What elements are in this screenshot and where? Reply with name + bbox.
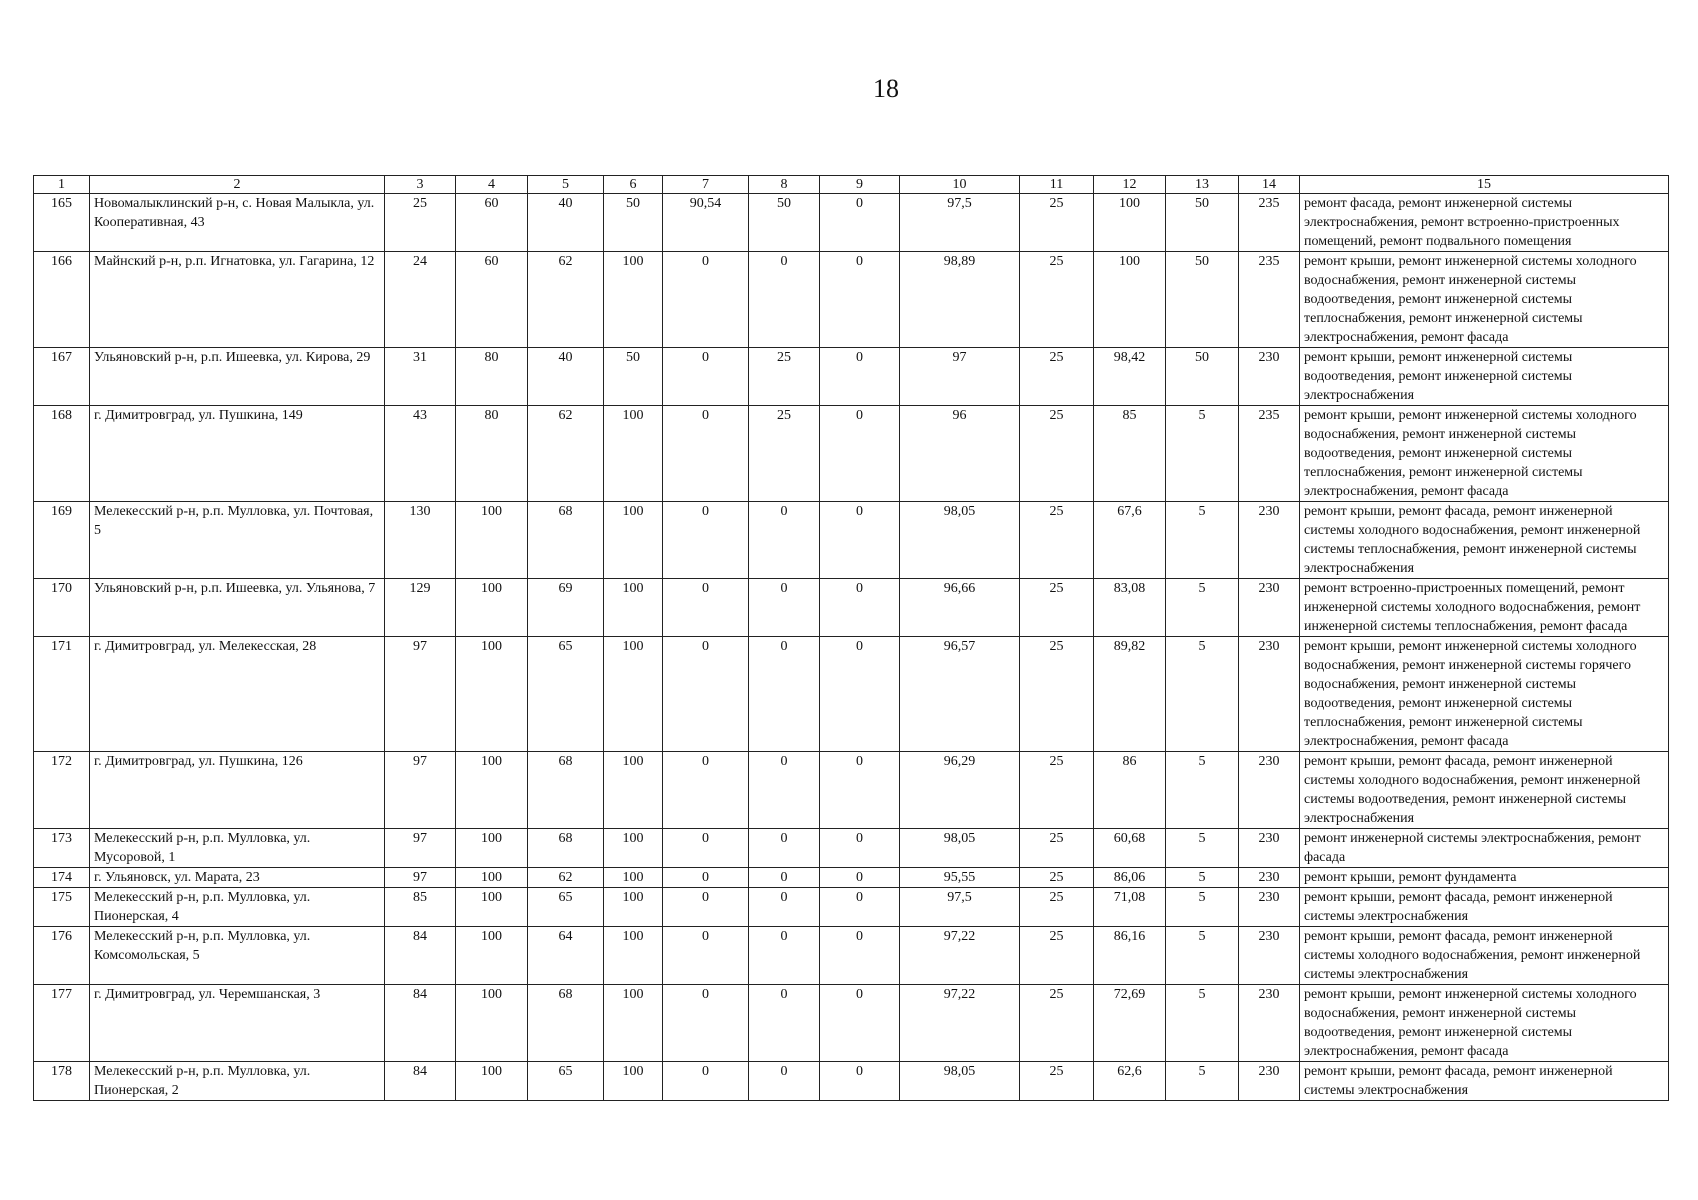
col-7-cell: 0: [663, 406, 749, 502]
table-row: [34, 888, 1669, 927]
col-5-cell: 62: [528, 252, 604, 348]
col-14-cell: 235: [1239, 252, 1300, 348]
col-8-cell: 0: [749, 927, 820, 985]
col-7-cell: 0: [663, 252, 749, 348]
col-14-cell: 230: [1239, 502, 1300, 579]
col-5-cell: 65: [528, 637, 604, 752]
col-5-cell: 65: [528, 888, 604, 927]
work-description-cell: ремонт крыши, ремонт инженерной системы холодного водоснабжения, ремонт инженерной системы горячего водоснабжения, ремонт инженерной системы водоотведения, ремонт инженерной системы теплоснабжения, ремонт инженерной системы электроснабжения, ремонт фасада: [1300, 637, 1669, 752]
row-number-cell: 176: [34, 927, 90, 985]
col-11-cell: 25: [1020, 752, 1094, 829]
col-8-cell: 50: [749, 194, 820, 252]
col-9-cell: 0: [820, 348, 900, 406]
table-row: [34, 194, 1669, 252]
column-number-row: [34, 176, 1669, 194]
col-13-cell: 5: [1166, 406, 1239, 502]
col-6-cell: 50: [604, 348, 663, 406]
col-13-cell: 50: [1166, 252, 1239, 348]
col-7-cell: 0: [663, 579, 749, 637]
work-description-cell: ремонт крыши, ремонт инженерной системы водоотведения, ремонт инженерной системы электроснабжения: [1300, 348, 1669, 406]
col-10-cell: 96,66: [900, 579, 1020, 637]
col-12-cell: 85: [1094, 406, 1166, 502]
work-description-cell: ремонт крыши, ремонт инженерной системы холодного водоснабжения, ремонт инженерной системы водоотведения, ремонт инженерной системы электроснабжения, ремонт фасада: [1300, 985, 1669, 1062]
col-4-cell: 60: [456, 194, 528, 252]
col-9-cell: 0: [820, 927, 900, 985]
col-9-cell: 0: [820, 252, 900, 348]
col-9-cell: 0: [820, 579, 900, 637]
table-row: [34, 637, 1669, 752]
header-cell: 1: [34, 176, 90, 194]
col-3-cell: 84: [385, 985, 456, 1062]
repair-registry-table: [33, 175, 1669, 1101]
col-9-cell: 0: [820, 888, 900, 927]
col-5-cell: 64: [528, 927, 604, 985]
col-8-cell: 0: [749, 985, 820, 1062]
col-13-cell: 5: [1166, 637, 1239, 752]
work-description-cell: ремонт крыши, ремонт инженерной системы холодного водоснабжения, ремонт инженерной системы водоотведения, ремонт инженерной системы теплоснабжения, ремонт инженерной системы электроснабжения, ремонт фасада: [1300, 252, 1669, 348]
col-8-cell: 0: [749, 752, 820, 829]
col-4-cell: 100: [456, 502, 528, 579]
col-3-cell: 43: [385, 406, 456, 502]
col-4-cell: 100: [456, 752, 528, 829]
col-4-cell: 100: [456, 637, 528, 752]
col-5-cell: 68: [528, 752, 604, 829]
col-9-cell: 0: [820, 502, 900, 579]
col-7-cell: 0: [663, 868, 749, 888]
header-cell: 14: [1239, 176, 1300, 194]
page-number: 18: [873, 74, 899, 103]
table-row: [34, 985, 1669, 1062]
col-9-cell: 0: [820, 829, 900, 868]
work-description-cell: ремонт встроенно-пристроенных помещений, ремонт инженерной системы холодного водоснабжения, ремонт инженерной системы теплоснабжения, ремонт фасада: [1300, 579, 1669, 637]
col-8-cell: 0: [749, 502, 820, 579]
address-cell: Мелекесский р-н, р.п. Мулловка, ул. Мусоровой, 1: [90, 829, 385, 868]
col-6-cell: 100: [604, 252, 663, 348]
col-13-cell: 50: [1166, 194, 1239, 252]
col-14-cell: 230: [1239, 637, 1300, 752]
header-cell: 4: [456, 176, 528, 194]
col-3-cell: 97: [385, 752, 456, 829]
row-number-cell: 178: [34, 1062, 90, 1101]
col-7-cell: 0: [663, 502, 749, 579]
col-11-cell: 25: [1020, 252, 1094, 348]
col-9-cell: 0: [820, 868, 900, 888]
col-6-cell: 100: [604, 502, 663, 579]
col-10-cell: 95,55: [900, 868, 1020, 888]
col-12-cell: 67,6: [1094, 502, 1166, 579]
col-3-cell: 85: [385, 888, 456, 927]
col-12-cell: 86,16: [1094, 927, 1166, 985]
col-10-cell: 97,5: [900, 888, 1020, 927]
col-11-cell: 25: [1020, 888, 1094, 927]
col-5-cell: 65: [528, 1062, 604, 1101]
address-cell: Ульяновский р-н, р.п. Ишеевка, ул. Ульянова, 7: [90, 579, 385, 637]
row-number-cell: 177: [34, 985, 90, 1062]
header-cell: 12: [1094, 176, 1166, 194]
col-4-cell: 100: [456, 927, 528, 985]
col-14-cell: 230: [1239, 752, 1300, 829]
address-cell: Мелекесский р-н, р.п. Мулловка, ул. Комсомольская, 5: [90, 927, 385, 985]
header-cell: 3: [385, 176, 456, 194]
header-cell: 15: [1300, 176, 1669, 194]
work-description-cell: ремонт крыши, ремонт инженерной системы холодного водоснабжения, ремонт инженерной системы водоотведения, ремонт инженерной системы теплоснабжения, ремонт инженерной системы электроснабжения, ремонт фасада: [1300, 406, 1669, 502]
row-number-cell: 171: [34, 637, 90, 752]
table-row: [34, 927, 1669, 985]
address-cell: Мелекесский р-н, р.п. Мулловка, ул. Пионерская, 2: [90, 1062, 385, 1101]
table-row: [34, 252, 1669, 348]
address-cell: Мелекесский р-н, р.п. Мулловка, ул. Пионерская, 4: [90, 888, 385, 927]
col-3-cell: 84: [385, 927, 456, 985]
table-row: [34, 579, 1669, 637]
table-row: [34, 829, 1669, 868]
col-14-cell: 230: [1239, 868, 1300, 888]
col-14-cell: 235: [1239, 194, 1300, 252]
col-8-cell: 0: [749, 579, 820, 637]
col-11-cell: 25: [1020, 1062, 1094, 1101]
col-11-cell: 25: [1020, 502, 1094, 579]
col-12-cell: 89,82: [1094, 637, 1166, 752]
col-13-cell: 5: [1166, 579, 1239, 637]
col-13-cell: 5: [1166, 752, 1239, 829]
col-7-cell: 0: [663, 829, 749, 868]
col-3-cell: 97: [385, 637, 456, 752]
col-7-cell: 0: [663, 927, 749, 985]
col-14-cell: 230: [1239, 829, 1300, 868]
col-11-cell: 25: [1020, 829, 1094, 868]
col-3-cell: 84: [385, 1062, 456, 1101]
table-body: [34, 194, 1669, 1101]
col-7-cell: 0: [663, 637, 749, 752]
col-12-cell: 86: [1094, 752, 1166, 829]
col-13-cell: 5: [1166, 1062, 1239, 1101]
row-number-cell: 170: [34, 579, 90, 637]
col-10-cell: 96: [900, 406, 1020, 502]
col-10-cell: 98,05: [900, 829, 1020, 868]
col-8-cell: 0: [749, 252, 820, 348]
col-12-cell: 100: [1094, 194, 1166, 252]
col-4-cell: 100: [456, 579, 528, 637]
col-12-cell: 72,69: [1094, 985, 1166, 1062]
col-8-cell: 0: [749, 829, 820, 868]
row-number-cell: 169: [34, 502, 90, 579]
col-9-cell: 0: [820, 194, 900, 252]
address-cell: г. Ульяновск, ул. Марата, 23: [90, 868, 385, 888]
address-cell: Новомалыклинский р-н, с. Новая Малыкла, ул. Кооперативная, 43: [90, 194, 385, 252]
address-cell: Мелекесский р-н, р.п. Мулловка, ул. Почтовая, 5: [90, 502, 385, 579]
work-description-cell: ремонт инженерной системы электроснабжения, ремонт фасада: [1300, 829, 1669, 868]
col-11-cell: 25: [1020, 348, 1094, 406]
col-5-cell: 40: [528, 194, 604, 252]
col-3-cell: 31: [385, 348, 456, 406]
table-row: [34, 502, 1669, 579]
table-row: [34, 406, 1669, 502]
col-11-cell: 25: [1020, 637, 1094, 752]
col-7-cell: 0: [663, 348, 749, 406]
address-cell: г. Димитровград, ул. Мелекесская, 28: [90, 637, 385, 752]
col-7-cell: 90,54: [663, 194, 749, 252]
col-8-cell: 0: [749, 1062, 820, 1101]
col-4-cell: 60: [456, 252, 528, 348]
col-10-cell: 96,57: [900, 637, 1020, 752]
col-8-cell: 0: [749, 868, 820, 888]
col-7-cell: 0: [663, 1062, 749, 1101]
col-8-cell: 25: [749, 406, 820, 502]
col-4-cell: 100: [456, 1062, 528, 1101]
col-10-cell: 98,05: [900, 502, 1020, 579]
col-5-cell: 62: [528, 406, 604, 502]
col-10-cell: 97,5: [900, 194, 1020, 252]
col-10-cell: 97: [900, 348, 1020, 406]
col-14-cell: 230: [1239, 1062, 1300, 1101]
row-number-cell: 165: [34, 194, 90, 252]
header-cell: 8: [749, 176, 820, 194]
header-cell: 9: [820, 176, 900, 194]
col-10-cell: 97,22: [900, 985, 1020, 1062]
col-5-cell: 68: [528, 829, 604, 868]
address-cell: г. Димитровград, ул. Пушкина, 126: [90, 752, 385, 829]
col-12-cell: 60,68: [1094, 829, 1166, 868]
row-number-cell: 173: [34, 829, 90, 868]
col-6-cell: 100: [604, 888, 663, 927]
work-description-cell: ремонт фасада, ремонт инженерной системы электроснабжения, ремонт встроенно-пристроенных помещений, ремонт подвального помещения: [1300, 194, 1669, 252]
col-13-cell: 5: [1166, 927, 1239, 985]
row-number-cell: 166: [34, 252, 90, 348]
col-13-cell: 5: [1166, 502, 1239, 579]
col-12-cell: 98,42: [1094, 348, 1166, 406]
col-10-cell: 98,89: [900, 252, 1020, 348]
col-5-cell: 62: [528, 868, 604, 888]
col-14-cell: 235: [1239, 406, 1300, 502]
col-4-cell: 100: [456, 868, 528, 888]
col-10-cell: 96,29: [900, 752, 1020, 829]
header-cell: 11: [1020, 176, 1094, 194]
col-6-cell: 100: [604, 406, 663, 502]
col-10-cell: 97,22: [900, 927, 1020, 985]
work-description-cell: ремонт крыши, ремонт фундамента: [1300, 868, 1669, 888]
col-3-cell: 129: [385, 579, 456, 637]
col-14-cell: 230: [1239, 927, 1300, 985]
col-13-cell: 5: [1166, 888, 1239, 927]
col-4-cell: 100: [456, 985, 528, 1062]
header-cell: 7: [663, 176, 749, 194]
address-cell: г. Димитровград, ул. Черемшанская, 3: [90, 985, 385, 1062]
table-row: [34, 348, 1669, 406]
col-11-cell: 25: [1020, 868, 1094, 888]
col-11-cell: 25: [1020, 194, 1094, 252]
col-13-cell: 5: [1166, 985, 1239, 1062]
col-6-cell: 100: [604, 579, 663, 637]
col-9-cell: 0: [820, 637, 900, 752]
col-7-cell: 0: [663, 888, 749, 927]
work-description-cell: ремонт крыши, ремонт фасада, ремонт инженерной системы электроснабжения: [1300, 888, 1669, 927]
table-row: [34, 1062, 1669, 1101]
col-10-cell: 98,05: [900, 1062, 1020, 1101]
row-number-cell: 174: [34, 868, 90, 888]
col-6-cell: 100: [604, 927, 663, 985]
col-4-cell: 100: [456, 829, 528, 868]
address-cell: г. Димитровград, ул. Пушкина, 149: [90, 406, 385, 502]
col-11-cell: 25: [1020, 579, 1094, 637]
table-row: [34, 752, 1669, 829]
col-8-cell: 0: [749, 888, 820, 927]
row-number-cell: 175: [34, 888, 90, 927]
work-description-cell: ремонт крыши, ремонт фасада, ремонт инженерной системы холодного водоснабжения, ремонт инженерной системы теплоснабжения, ремонт инженерной системы электроснабжения: [1300, 502, 1669, 579]
col-7-cell: 0: [663, 985, 749, 1062]
col-11-cell: 25: [1020, 985, 1094, 1062]
address-cell: Ульяновский р-н, р.п. Ишеевка, ул. Кирова, 29: [90, 348, 385, 406]
work-description-cell: ремонт крыши, ремонт фасада, ремонт инженерной системы холодного водоснабжения, ремонт инженерной системы электроснабжения: [1300, 927, 1669, 985]
col-13-cell: 5: [1166, 829, 1239, 868]
col-3-cell: 24: [385, 252, 456, 348]
col-12-cell: 62,6: [1094, 1062, 1166, 1101]
col-4-cell: 80: [456, 348, 528, 406]
work-description-cell: ремонт крыши, ремонт фасада, ремонт инженерной системы холодного водоснабжения, ремонт инженерной системы водоотведения, ремонт инженерной системы электроснабжения: [1300, 752, 1669, 829]
col-6-cell: 100: [604, 637, 663, 752]
col-13-cell: 50: [1166, 348, 1239, 406]
header-cell: 2: [90, 176, 385, 194]
col-11-cell: 25: [1020, 406, 1094, 502]
col-12-cell: 71,08: [1094, 888, 1166, 927]
table-row: [34, 868, 1669, 888]
col-6-cell: 100: [604, 752, 663, 829]
work-description-cell: ремонт крыши, ремонт фасада, ремонт инженерной системы электроснабжения: [1300, 1062, 1669, 1101]
header-cell: 10: [900, 176, 1020, 194]
header-cell: 5: [528, 176, 604, 194]
col-11-cell: 25: [1020, 927, 1094, 985]
col-4-cell: 80: [456, 406, 528, 502]
col-6-cell: 100: [604, 985, 663, 1062]
col-5-cell: 69: [528, 579, 604, 637]
row-number-cell: 168: [34, 406, 90, 502]
col-14-cell: 230: [1239, 888, 1300, 927]
col-9-cell: 0: [820, 1062, 900, 1101]
col-8-cell: 25: [749, 348, 820, 406]
col-12-cell: 83,08: [1094, 579, 1166, 637]
col-9-cell: 0: [820, 985, 900, 1062]
col-6-cell: 100: [604, 829, 663, 868]
col-12-cell: 100: [1094, 252, 1166, 348]
col-8-cell: 0: [749, 637, 820, 752]
col-4-cell: 100: [456, 888, 528, 927]
col-14-cell: 230: [1239, 348, 1300, 406]
col-6-cell: 50: [604, 194, 663, 252]
col-12-cell: 86,06: [1094, 868, 1166, 888]
address-cell: Майнский р-н, р.п. Игнатовка, ул. Гагарина, 12: [90, 252, 385, 348]
col-3-cell: 25: [385, 194, 456, 252]
col-6-cell: 100: [604, 868, 663, 888]
col-3-cell: 130: [385, 502, 456, 579]
col-7-cell: 0: [663, 752, 749, 829]
row-number-cell: 167: [34, 348, 90, 406]
col-6-cell: 100: [604, 1062, 663, 1101]
col-9-cell: 0: [820, 406, 900, 502]
header-cell: 6: [604, 176, 663, 194]
header-cell: 13: [1166, 176, 1239, 194]
col-3-cell: 97: [385, 868, 456, 888]
col-9-cell: 0: [820, 752, 900, 829]
col-5-cell: 40: [528, 348, 604, 406]
col-5-cell: 68: [528, 502, 604, 579]
col-14-cell: 230: [1239, 985, 1300, 1062]
col-3-cell: 97: [385, 829, 456, 868]
col-13-cell: 5: [1166, 868, 1239, 888]
col-5-cell: 68: [528, 985, 604, 1062]
col-14-cell: 230: [1239, 579, 1300, 637]
row-number-cell: 172: [34, 752, 90, 829]
